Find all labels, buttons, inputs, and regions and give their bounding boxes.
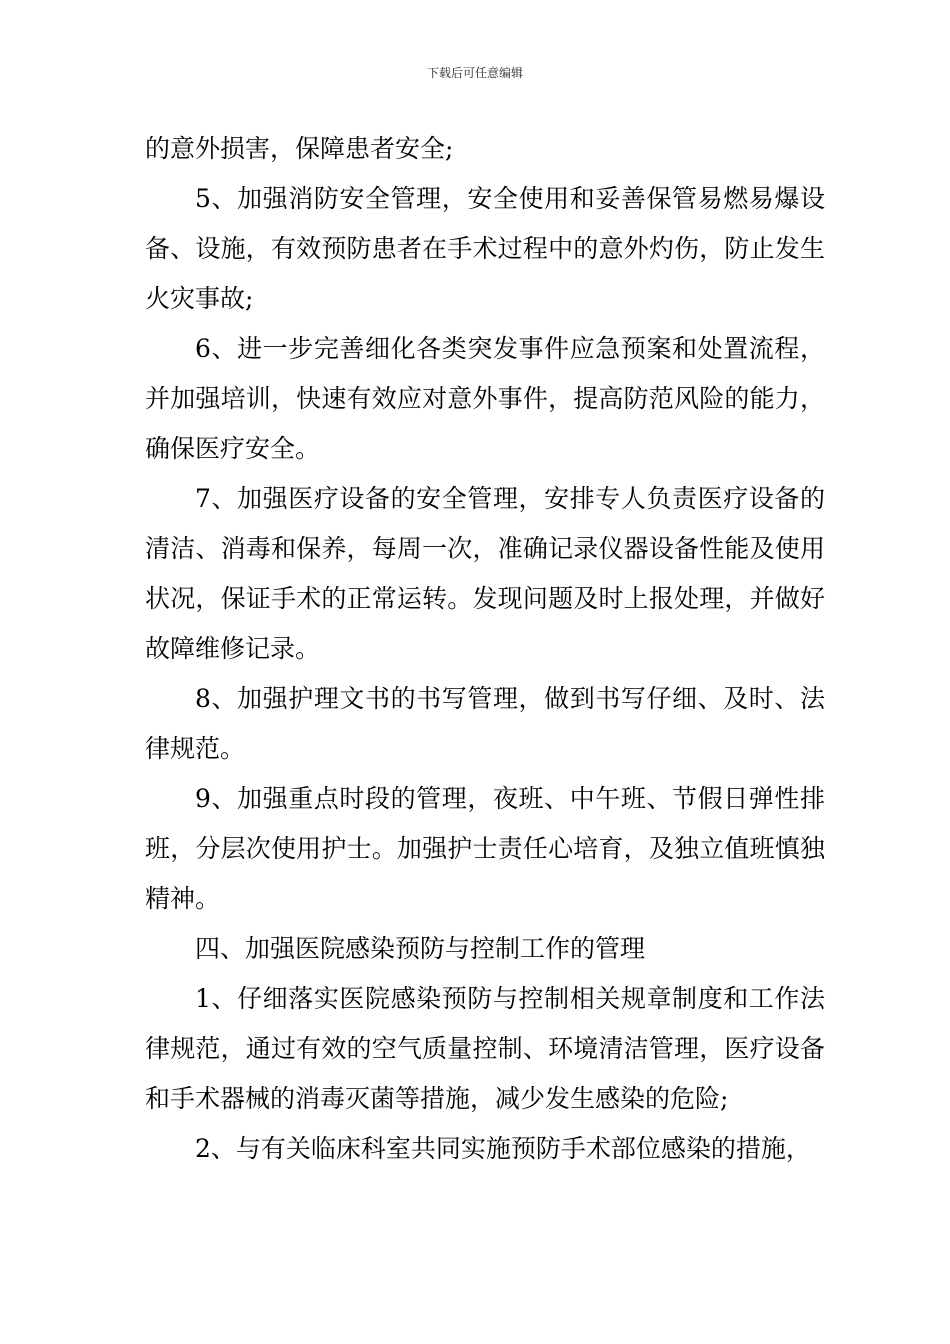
- paragraph-section4-item-1: 1、仔细落实医院感染预防与控制相关规章制度和工作法律规范，通过有效的空气质量控制、环境清洁管理，医疗设备和手术器械的消毒灭菌等措施，减少发生感染的危险;: [145, 984, 825, 1113]
- paragraph-item-5: 5、加强消防安全管理，安全使用和妥善保管易燃易爆设备、设施，有效预防患者在手术过程中的意外灼伤，防止发生火灾事故;: [145, 184, 825, 313]
- section-heading-4: 四、加强医院感染预防与控制工作的管理: [195, 934, 646, 963]
- document-body: [145, 124, 825, 1174]
- paragraph-item-8: 8、加强护理文书的书写管理，做到书写仔细、及时、法律规范。: [145, 684, 825, 763]
- paragraph-item-7: 7、加强医疗设备的安全管理，安排专人负责医疗设备的清洁、消毒和保养，每周一次，准确记录仪器设备性能及使用状况，保证手术的正常运转。发现问题及时上报处理，并做好故障维修记录。: [145, 484, 825, 663]
- paragraph-section4-item-2: 2、与有关临床科室共同实施预防手术部位感染的措施，: [195, 1134, 811, 1163]
- paragraph-continuation: 的意外损害，保障患者安全;: [145, 134, 454, 163]
- page-header: 下载后可任意编辑: [426, 66, 523, 80]
- paragraph-item-9: 9、加强重点时段的管理，夜班、中午班、节假日弹性排班，分层次使用护士。加强护士责任心培育，及独立值班慎独精神。: [145, 784, 825, 913]
- paragraph-item-6: 6、进一步完善细化各类突发事件应急预案和处置流程，并加强培训，快速有效应对意外事件，提高防范风险的能力，确保医疗安全。: [145, 334, 825, 463]
